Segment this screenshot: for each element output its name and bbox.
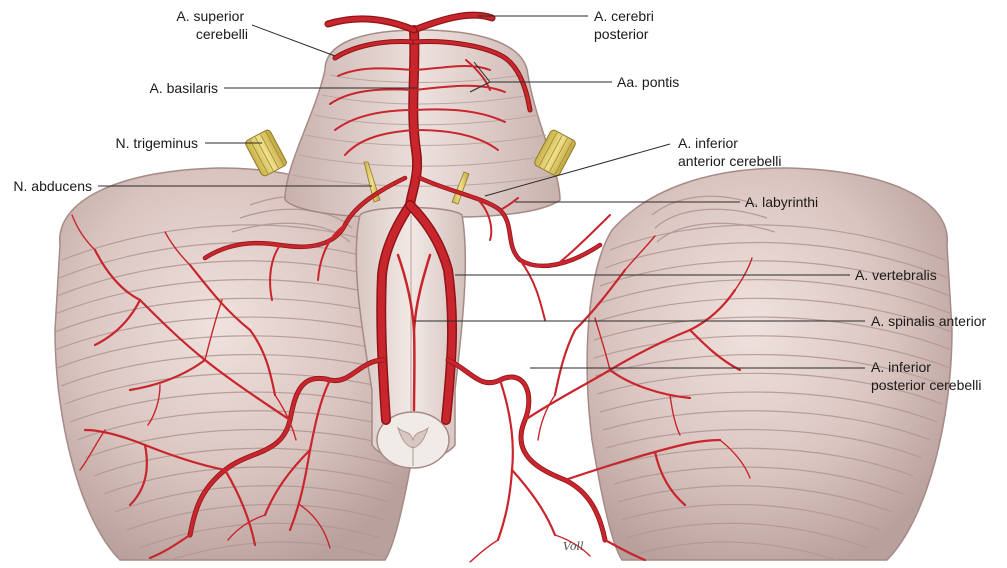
label-n-trigeminus: N. trigeminus: [115, 135, 198, 151]
label-a-labyrinthi: A. labyrinthi: [745, 194, 819, 210]
label-aa-pontis: Aa. pontis: [617, 74, 680, 90]
label-a-inferior-posterior-cerebelli: A. inferior posterior cerebelli: [871, 359, 982, 393]
label-n-abducens: N. abducens: [13, 178, 92, 194]
leader-a-superior-cerebelli: [252, 25, 335, 56]
artist-signature: Voll: [563, 540, 584, 553]
label-a-vertebralis: A. vertebralis: [855, 267, 937, 283]
label-a-inferior-anterior-cerebelli: A. inferior anterior cerebelli: [678, 135, 782, 169]
label-a-basilaris: A. basilaris: [149, 80, 218, 96]
label-a-cerebri-posterior: A. cerebri posterior: [594, 8, 654, 42]
label-a-spinalis-anterior: A. spinalis anterior: [871, 313, 987, 329]
label-a-superior-cerebelli: A. superior cerebelli: [176, 8, 248, 42]
pons: [285, 30, 560, 217]
